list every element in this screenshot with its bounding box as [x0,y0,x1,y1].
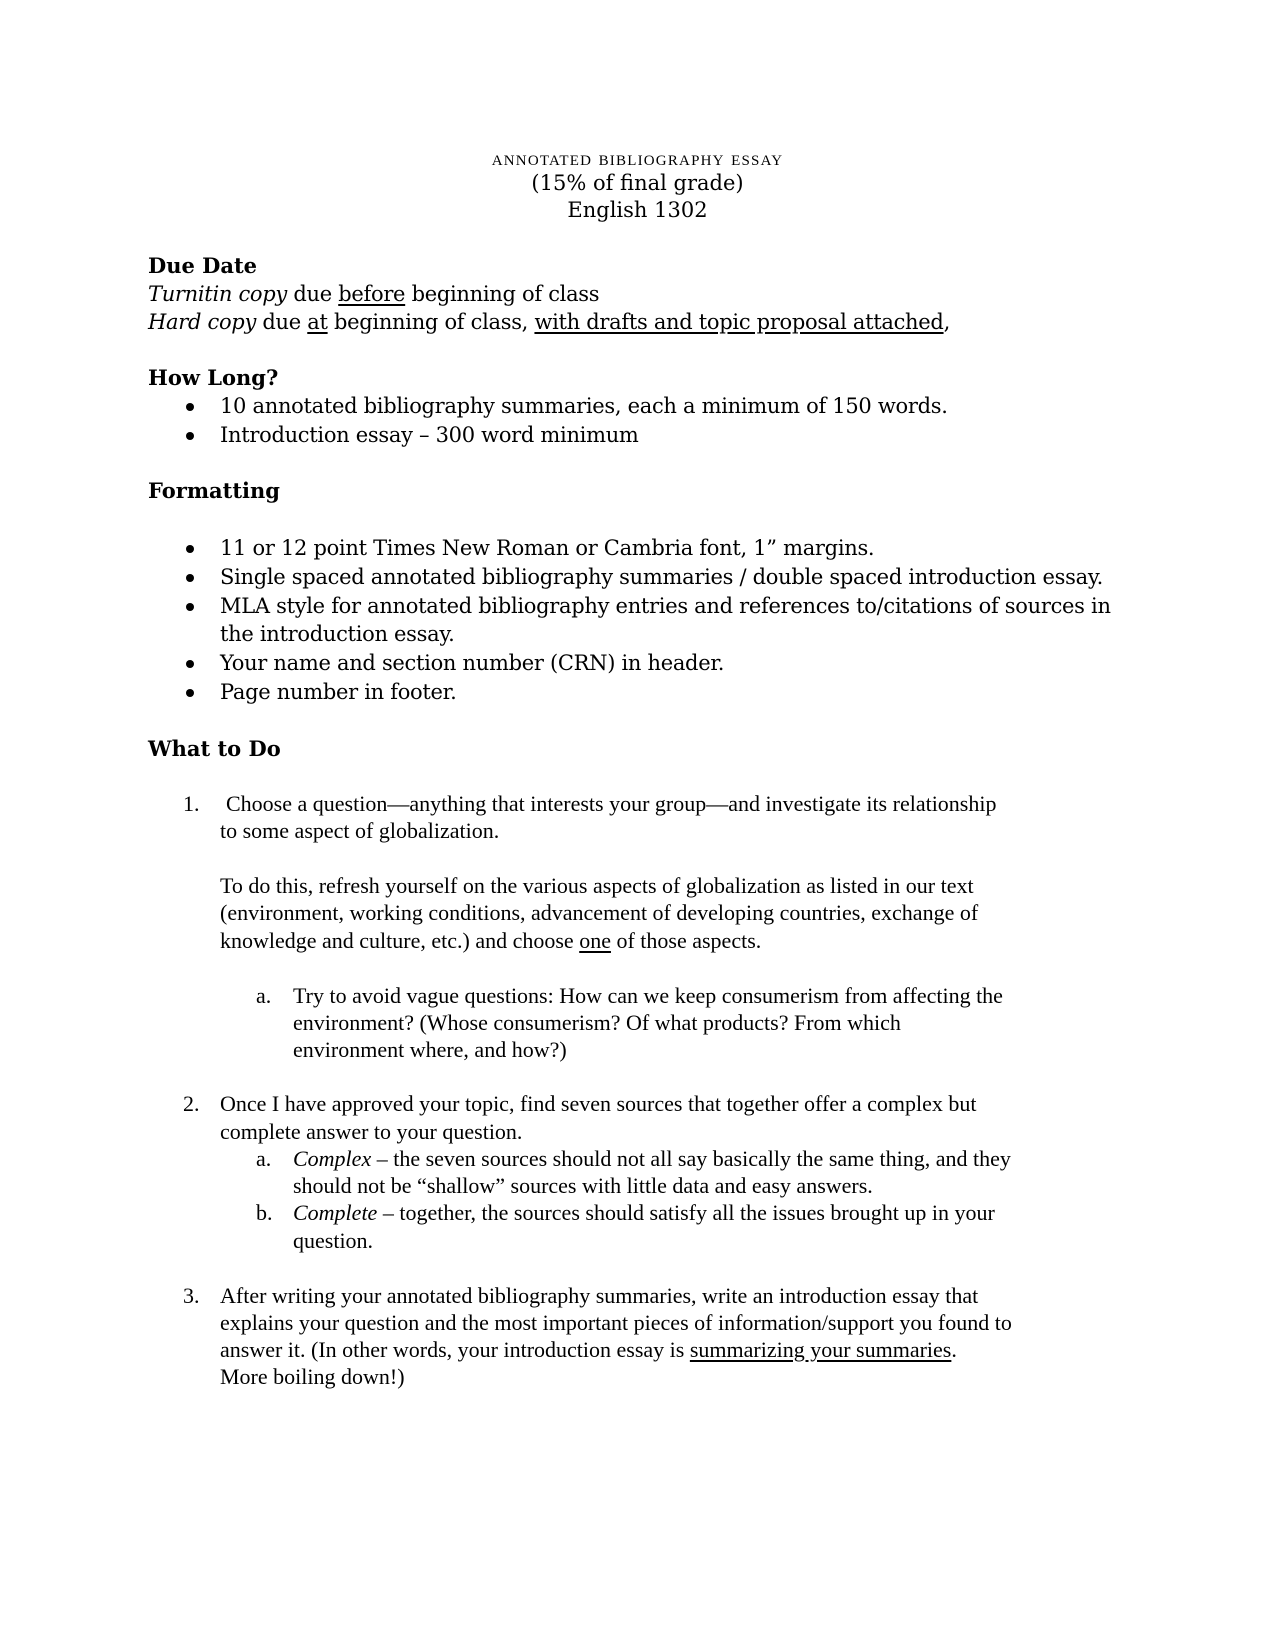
formatting-item-4: Your name and section number (CRN) in header. [220,651,725,675]
step-2-number: 2. [183,1091,200,1116]
step-1-line-1: Choose a question—anything that interests your group—and investigate its relationship [226,791,997,816]
formatting-item-1: 11 or 12 point Times New Roman or Cambria font, 1” margins. [220,536,875,560]
step-1a-label: a. [256,983,272,1008]
step-2a-line-1 [293,1146,1011,1172]
step-2b-line-2: question. [293,1228,374,1253]
step-2-line-2: complete answer to your question. [220,1119,523,1144]
grade-weight: (15% of final grade) [531,171,744,195]
step-1a-line-2: environment? (Whose consumerism? Of what products? From which [293,1010,901,1035]
turnitin-label: Turnitin copy [148,282,287,306]
complex-label: Complex [293,1146,372,1171]
before-text: before [338,282,406,306]
formatting-item-2: Single spaced annotated bibliography summaries / double spaced introduction essay. [220,565,1103,589]
one-text: one [579,928,611,953]
document-title: annotated bibliography essay [491,146,784,170]
hard-copy-label: Hard copy [148,310,257,334]
at-text: at [307,310,328,334]
attachments-text: with drafts and topic proposal attached [534,310,944,334]
step-1-para-line-2: (environment, working conditions, advancement of developing countries, exchange of [220,900,979,925]
bullet-icon [186,574,194,582]
step-3-line-4: More boiling down!) [220,1364,405,1389]
step-3-text: answer it. (In other words, your introduction essay is [220,1337,690,1362]
course-name: English 1302 [567,198,708,222]
step-1-para-text: knowledge and culture, etc.) and choose [220,928,580,953]
bullet-icon [186,432,194,440]
step-1a-line-3: environment where, and how?) [293,1037,567,1062]
due-date-heading: Due Date [148,253,258,278]
complete-label: Complete [293,1200,378,1225]
step-1-para-line-1: To do this, refresh yourself on the various aspects of globalization as listed in our text [220,873,974,898]
what-to-do-heading: What to Do [148,736,281,761]
step-2a-label: a. [256,1146,272,1171]
turnitin-due-text: due [286,282,339,306]
step-1-line-2: to some aspect of globalization. [220,818,500,843]
bullet-icon [186,689,194,697]
formatting-item-5: Page number in footer. [220,680,457,704]
hard-copy-due-text: due [256,310,308,334]
turnitin-line [148,282,599,306]
hard-copy-end-text: , [943,310,950,334]
summarizing-text: summarizing your summaries [689,1337,952,1362]
step-1-para-end: of those aspects. [610,928,762,953]
formatting-item-3: MLA style for annotated bibliography entries and references to/citations of sources in [220,594,1111,618]
step-2b-label: b. [256,1200,273,1225]
step-3-line-1: After writing your annotated bibliography summaries, write an introduction essay that [220,1283,979,1308]
hard-copy-line [148,310,950,334]
bullet-icon [186,403,194,411]
bullet-icon [186,545,194,553]
step-3-line-2: explains your question and the most important pieces of information/support you found to [220,1310,1012,1335]
step-2a-text: – the seven sources should not all say basically the same thing, and they [371,1146,1011,1171]
bullet-icon [186,603,194,611]
step-2b-line-1 [293,1200,995,1226]
step-3-number: 3. [183,1283,200,1308]
step-2a-line-2: should not be “shallow” sources with little data and easy answers. [293,1173,873,1198]
how-long-heading: How Long? [148,365,279,390]
turnitin-rest-text: beginning of class [405,282,600,306]
formatting-heading: Formatting [148,478,280,503]
step-1-para-line-3 [220,928,761,954]
how-long-item-1: 10 annotated bibliography summaries, each a minimum of 150 words. [220,394,948,418]
hard-copy-mid-text: beginning of class, [327,310,535,334]
step-1a-line-1: Try to avoid vague questions: How can we keep consumerism from affecting the [293,983,1003,1008]
step-3-end: . [951,1337,957,1362]
step-1-number: 1. [183,791,200,816]
bullet-icon [186,660,194,668]
step-3-line-3 [220,1337,957,1363]
step-2b-text: – together, the sources should satisfy all the issues brought up in your [377,1200,995,1225]
formatting-item-3-cont: the introduction essay. [220,622,455,646]
how-long-item-2: Introduction essay – 300 word minimum [220,423,639,447]
step-2-line-1: Once I have approved your topic, find seven sources that together offer a complex but [220,1091,977,1116]
